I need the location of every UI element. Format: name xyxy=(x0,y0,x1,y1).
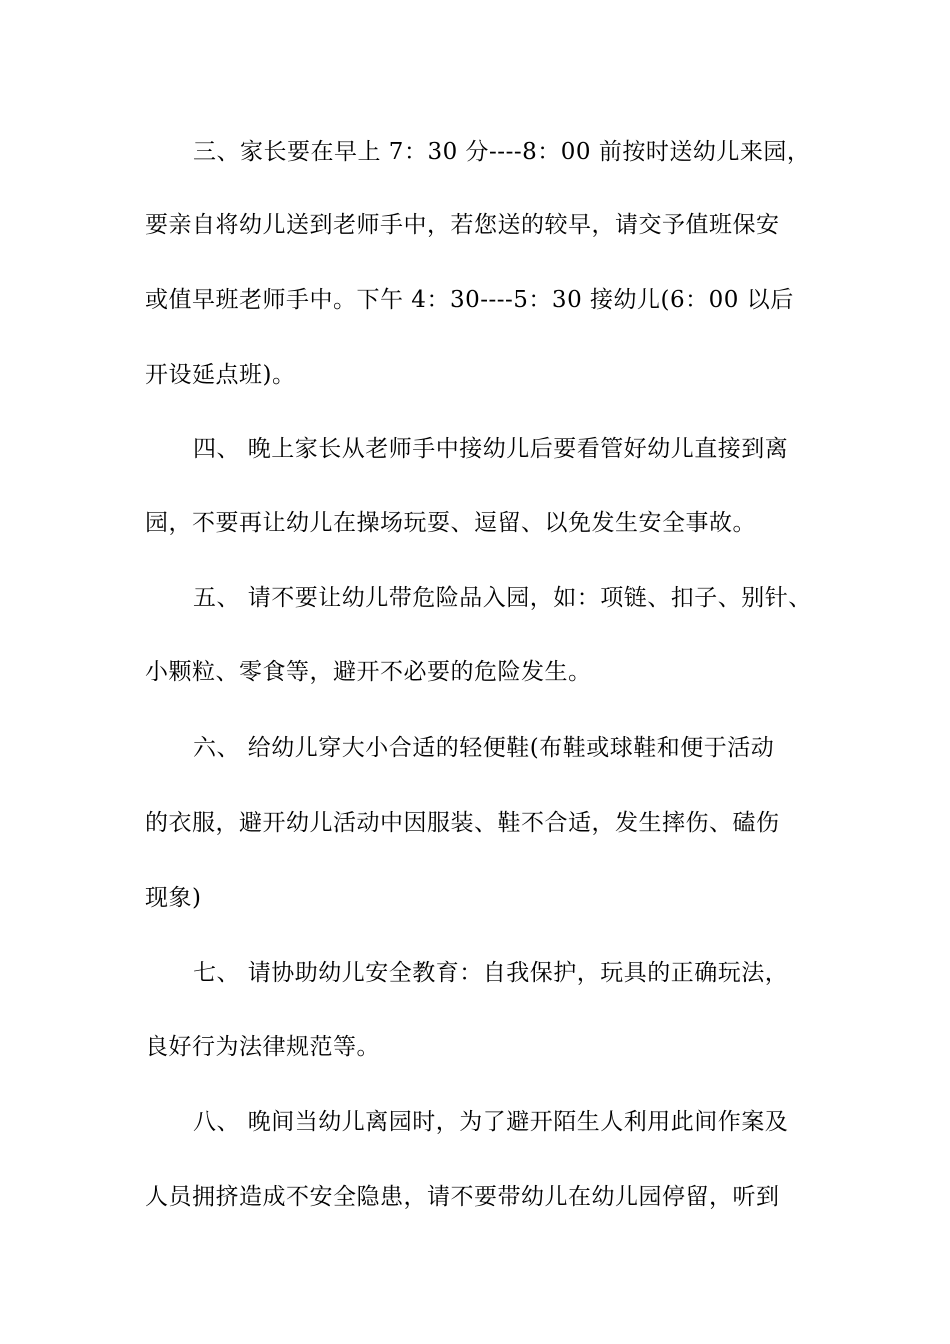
paragraph-6-line-3: 现象) xyxy=(145,885,202,911)
paragraph-4-line-1: 四、 晚上家长从老师手中接幼儿后要看管好幼儿直接到离 xyxy=(193,436,789,462)
paragraph-4-line-2: 园，不要再让幼儿在操场玩耍、逗留、以免发生安全事故。 xyxy=(145,510,756,536)
paragraph-8-line-2: 人员拥挤造成不安全隐患，请不要带幼儿在幼儿园停留，听到 xyxy=(145,1184,780,1210)
paragraph-6-line-1: 六、 给幼儿穿大小合适的轻便鞋(布鞋或球鞋和便于活动 xyxy=(193,735,775,761)
paragraph-5-line-2: 小颗粒、零食等，避开不必要的危险发生。 xyxy=(145,659,592,685)
paragraph-3-line-4: 开设延点班)。 xyxy=(145,362,296,388)
paragraph-3-line-1: 三、家长要在早上 7：30 分----8：00 前按时送幼儿来园， xyxy=(193,139,811,165)
paragraph-3-line-3: 或值早班老师手中。下午 4：30----5：30 接幼儿(6：00 以后 xyxy=(145,287,794,313)
paragraph-7-line-1: 七、 请协助幼儿安全教育：自我保护，玩具的正确玩法， xyxy=(193,960,789,986)
paragraph-3-line-2: 要亲自将幼儿送到老师手中，若您送的较早，请交予值班保安 xyxy=(145,212,780,238)
paragraph-7-line-2: 良好行为法律规范等。 xyxy=(145,1034,380,1060)
paragraph-5-line-1: 五、 请不要让幼儿带危险品入园，如：项链、扣子、别针、 xyxy=(193,585,812,611)
paragraph-8-line-1: 八、 晚间当幼儿离园时，为了避开陌生人利用此间作案及 xyxy=(193,1109,789,1135)
paragraph-6-line-2: 的衣服，避开幼儿活动中因服装、鞋不合适，发生摔伤、磕伤 xyxy=(145,810,780,836)
